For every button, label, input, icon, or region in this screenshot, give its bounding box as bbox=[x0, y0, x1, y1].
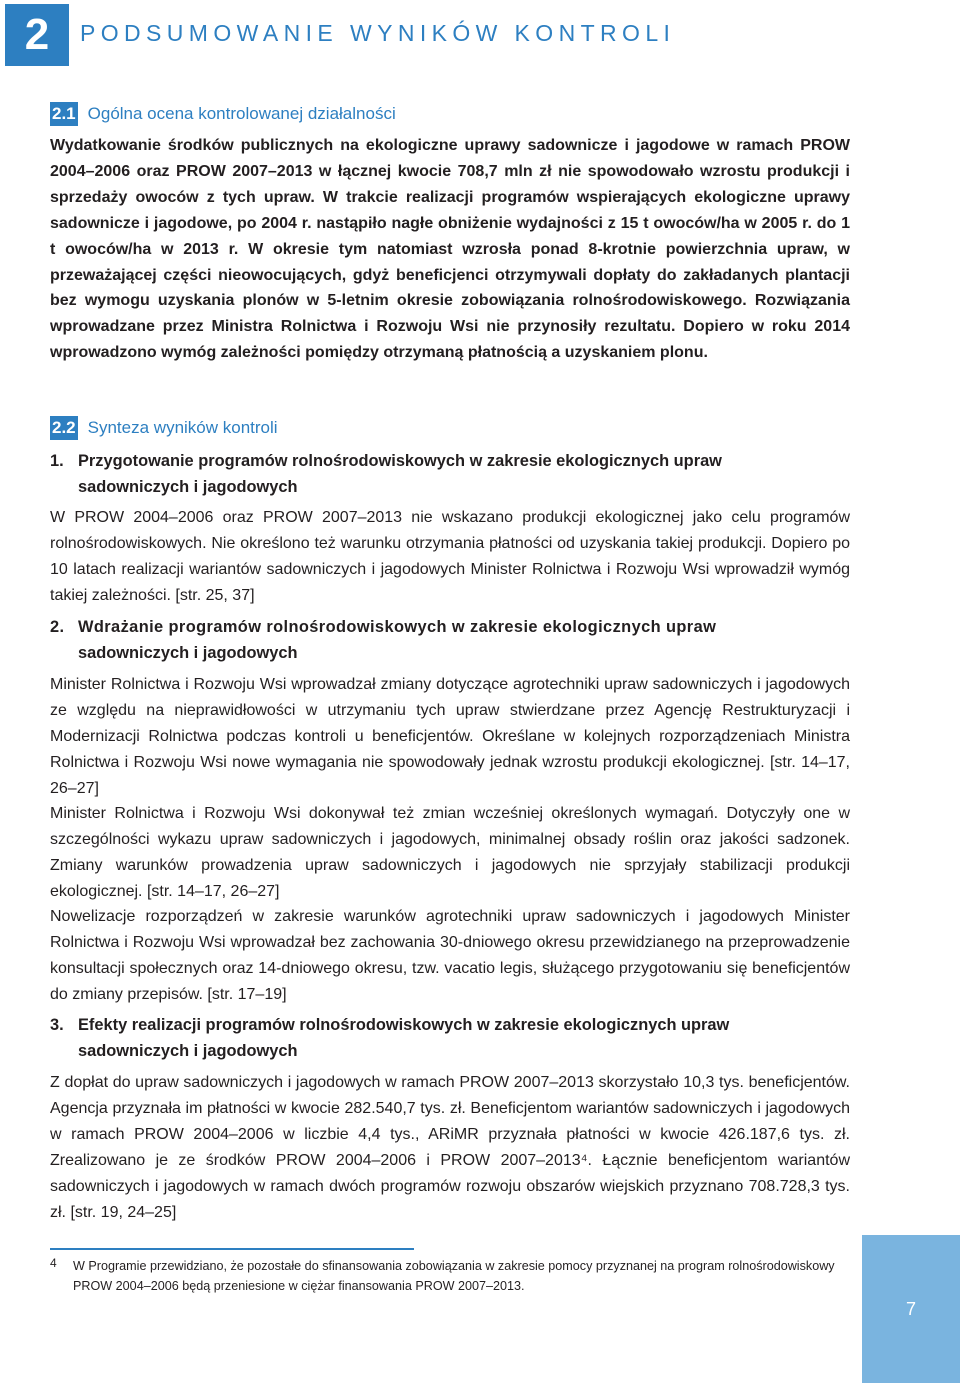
summary-paragraph: Wydatkowanie środków publicznych na ekologiczne uprawy sadownicze i jagodowe w ramach PROW 2004–2006 oraz PROW 2007–2013 w łącznej kwocie 708,7 mln zł nie spowodowało wzrostu produkcji i sprzedaży owoców z tych upraw. W trakcie realizacji programów wspierających ekologiczne uprawy sadownicze i jagodowe, po 2004 r. nastąpiło nagłe obniżenie wydajności z 15 t owoców/ha w 2005 r. do 1 t owoców/ha w 2013 r. W okresie tym natomiast wzrosła ponad 8-krotnie powierzchnia upraw, w przeważającej części nieowocujących, gdyż beneficjenci otrzymywali dopłaty do zakładanych plantacji bez wymogu uzyskania plonów w 5-letnim okresie zobowiązania rolnośrodowiskowego. Rozwiązania wprowadzane przez Ministra Rolnictwa i Rozwoju Wsi nie przynosiły rezultatu. Dopiero w roku 2014 wprowadzono wymóg zależności pomiędzy otrzymaną płatnością a uzyskaniem plonu. bbox=[50, 137, 850, 362]
finding-paragraph: Nowelizacje rozporządzeń w zakresie warunków agrotechniki upraw sadowniczych i jagodowych Minister Rolnictwa i Rozwoju Wsi wprowadzał bez zachowania 30-dniowego okresu przewidzianego na przeprowadzenie konsultacji społecznych oraz 14-dniowego okresu, tzw. vacatio legis, służącego przygotowaniu się beneficjentów do zmiany przepisów. [str. 17–19] bbox=[50, 908, 850, 1003]
finding-title-line2: sadowniczych i jagodowych bbox=[78, 478, 298, 496]
finding-heading-3 bbox=[50, 1012, 850, 1064]
finding-paragraph: Z dopłat do upraw sadowniczych i jagodowych w ramach PROW 2007–2013 skorzystało 10,3 tys. beneficjentów. Agencja przyznała im płatności w kwocie 282.540,7 tys. zł. Beneficjentom wariantów sadowniczych i jagodowych w ramach PROW 2004–2006 w liczbie 4,4 tys., ARiMR przyznała płatności w kwocie 426.187,6 tys. zł. Zrealizowano je ze środków PROW 2004–2006 i PROW 2007–2013⁴. Łącznie beneficjentom wariantów sadowniczych i jagodowych w ramach dwóch programów rozwoju obszarów wiejskich przyznano 708.728,3 tys. zł. [str. 19, 24–25] bbox=[50, 1074, 850, 1221]
footnote-number: 4 bbox=[50, 1256, 57, 1270]
finding-paragraph: W PROW 2004–2006 oraz PROW 2007–2013 nie wskazano produkcji ekologicznej jako celu programów rolnośrodowiskowych. Nie określono też warunku otrzymania płatności od uzyskania takiej produkcji. Dopiero po 10 latach realizacji wariantów sadowniczych i jagodowych Minister Rolnictwa i Rozwoju Wsi wprowadził wymóg takiej zależności. [str. 25, 37] bbox=[50, 509, 850, 604]
chapter-title: PODSUMOWANIE WYNIKÓW KONTROLI bbox=[80, 20, 676, 46]
footnote-rule bbox=[50, 1248, 414, 1250]
footnote-text: W Programie przewidziano, że pozostałe do sfinansowania zobowiązania w zakresie pomocy przyznanej na program rolnośrodowiskowy PROW 2004–2006 będą przeniesione w ciężar finansowania PROW 2007–2013. bbox=[73, 1259, 835, 1293]
section-number: 2.2 bbox=[50, 416, 78, 440]
chapter-number-box bbox=[5, 4, 69, 66]
section-title: Ogólna ocena kontrolowanej działalności bbox=[87, 104, 396, 123]
chapter-number: 2 bbox=[24, 10, 50, 59]
finding-heading-1 bbox=[50, 448, 850, 500]
finding-number: 1. bbox=[50, 452, 64, 470]
finding-title-line1: Wdrażanie programów rolnośrodowiskowych w zakresie ekologicznych upraw bbox=[78, 618, 717, 636]
finding-heading-2 bbox=[50, 614, 850, 666]
page-number: 7 bbox=[905, 1298, 916, 1319]
finding-title-line1: Przygotowanie programów rolnośrodowiskowych w zakresie ekologicznych upraw bbox=[78, 452, 722, 470]
section-title: Synteza wyników kontroli bbox=[87, 418, 278, 437]
section-number: 2.1 bbox=[50, 102, 78, 126]
finding-paragraph: Minister Rolnictwa i Rozwoju Wsi dokonywał też zmian wcześniej określonych wymagań. Dotyczyły one w szczególności wykazu upraw sadowniczych i jagodowych, minimalnej obsady roślin oraz jakości sadzonek. Zmiany warunków prowadzenia upraw sadowniczych i jagodowych nie sprzyjały stabilizacji produkcji ekologicznej. [str. 14–17, 26–27] bbox=[50, 805, 850, 900]
finding-number: 2. bbox=[50, 618, 65, 636]
finding-title-line1: Efekty realizacji programów rolnośrodowiskowych w zakresie ekologicznych upraw bbox=[78, 1016, 730, 1034]
finding-title-line2: sadowniczych i jagodowych bbox=[78, 1042, 298, 1060]
section-heading-2-2 bbox=[50, 416, 278, 440]
page-number-box bbox=[862, 1235, 960, 1383]
finding-paragraph: Minister Rolnictwa i Rozwoju Wsi wprowadzał zmiany dotyczące agrotechniki upraw sadowniczych i jagodowych ze względu na nieprawidłowości w utrzymaniu tych upraw stwierdzane przez Agencję Restrukturyzacji i Modernizacji Rolnictwa podczas kontroli u beneficjentów. Określane w kolejnych rozporządzeniach Ministra Rolnictwa i Rozwoju Wsi nowe wymagania nie spowodowały jednak wzrostu produkcji ekologicznej. [str. 14–17, 26–27] bbox=[50, 676, 850, 797]
finding-number: 3. bbox=[50, 1016, 64, 1034]
finding-title-line2: sadowniczych i jagodowych bbox=[78, 644, 298, 662]
section-heading-2-1 bbox=[50, 102, 396, 126]
